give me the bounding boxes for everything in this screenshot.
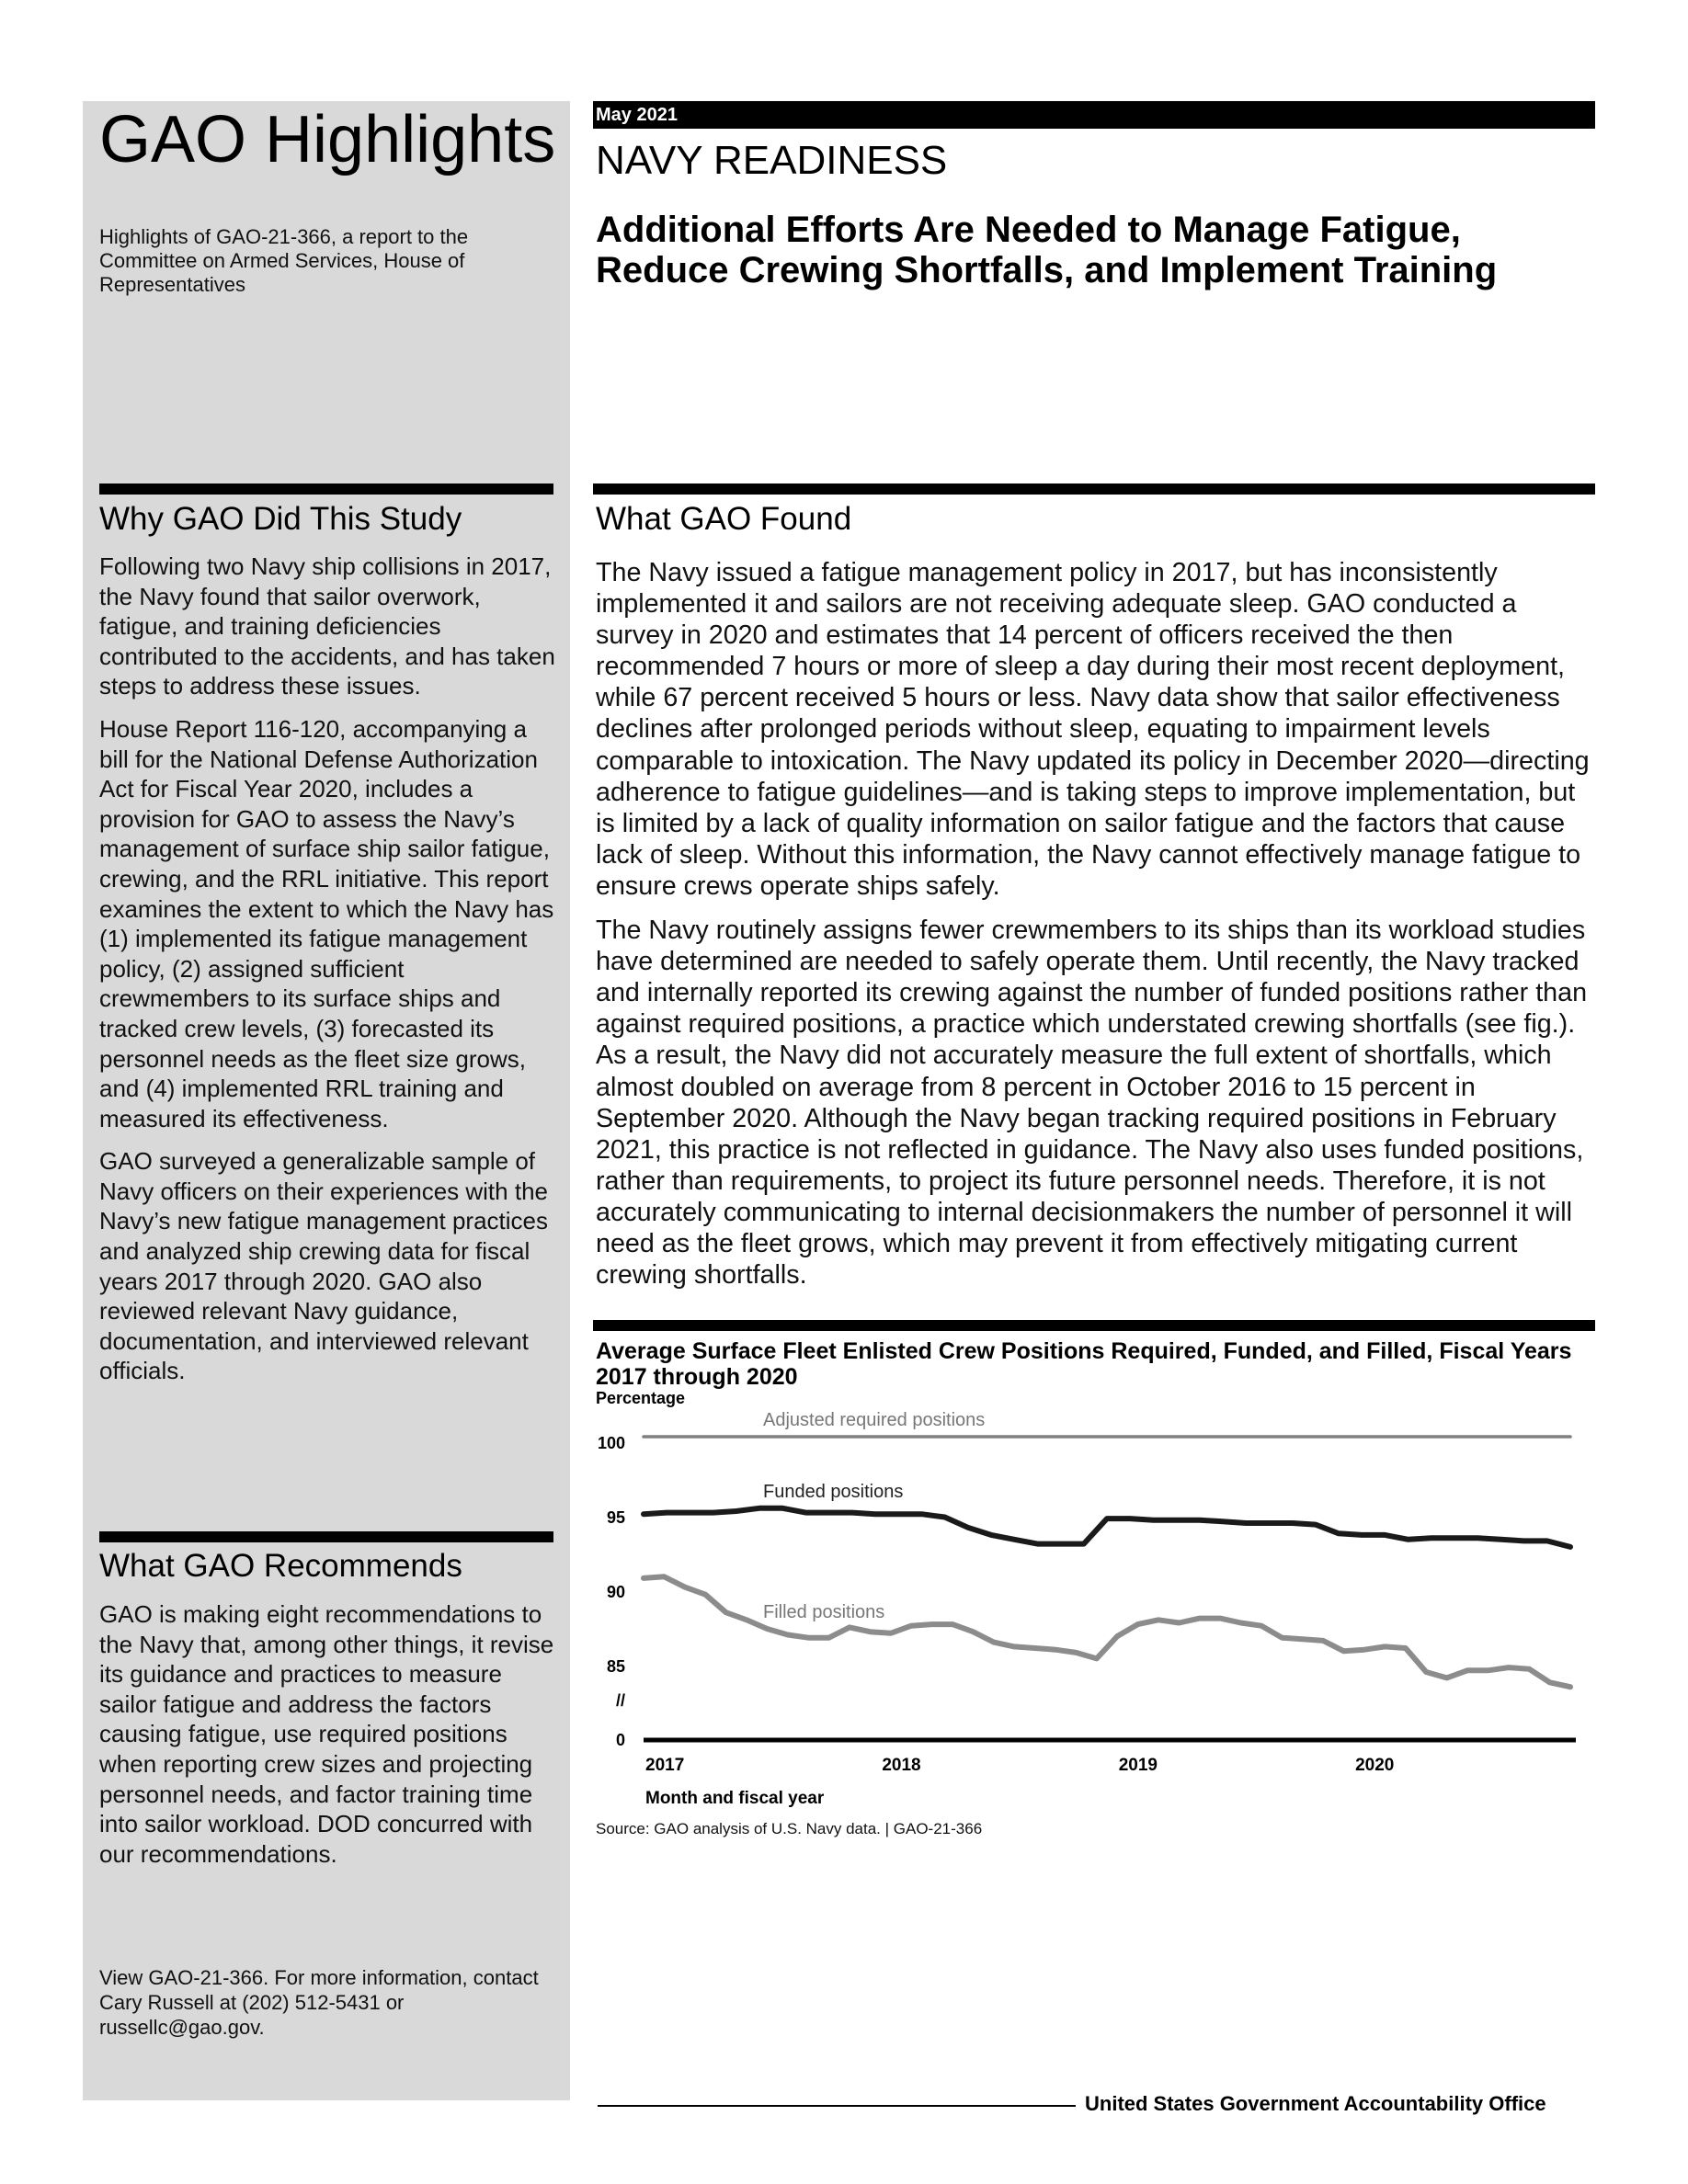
why-paragraph: GAO surveyed a generalizable sample of Navy officers on their experiences with the Navy’s new fatigue management practices and analyzed ship crewing data for fiscal years 2017 through 2020. GAO also reviewed relevant Navy guidance, documentation, and interviewed relevant officials. [99, 1147, 548, 1385]
section-divider [99, 483, 553, 495]
x-tick-label: 2020 [1355, 1756, 1395, 1775]
why-heading: Why GAO Did This Study [99, 501, 462, 537]
y-tick-label: 100 [597, 1434, 625, 1452]
contact-info: View GAO-21-366. For more information, contact Cary Russell at (202) 512-5431 or russellc@gao.gov. [99, 1966, 539, 2039]
found-paragraph: The Navy issued a fatigue management policy in 2017, but has inconsistently implemented it and sailors are not receiving adequate sleep. GAO conducted a survey in 2020 and estimates that 14 percent of officers received the then recommended 7 hours or more of sleep a day during their most recent deployment, while 67 percent received 5 hours or less. Navy data show that sailor effectiveness declines after prolonged periods without sleep, equating to impairment levels comparable to intoxication. The Navy updated its policy in December 2020—directing adherence to fatigue guidelines—and is taking steps to improve implementation, but is limited by a lack of quality information on sailor fatigue and the factors that cause lack of sleep. Without this information, the Navy cannot effectively manage fatigue to ensure crews operate ships safely. [596, 558, 1590, 901]
recommend-text [99, 1599, 559, 1882]
x-tick-label: 2017 [645, 1756, 685, 1775]
section-divider [99, 1531, 553, 1542]
why-paragraph: House Report 116-120, accompanying a bill for the National Defense Authorization Act for Fiscal Year 2020, includes a provision for GAO to assess the Navy’s management of surface ship sailor fatigue, crewing, and the RRL initiative. This report examines the extent to which the Navy has (1) implemented its fatigue management policy, (2) assigned sufficient crewmembers to its surface ships and tracked crew levels, (3) forecasted its personnel needs as the fleet size grows, and (4) implemented RRL training and measured its effectiveness. [99, 714, 554, 1132]
found-heading: What GAO Found [596, 501, 852, 537]
x-tick-label: 2019 [1118, 1756, 1158, 1775]
series-label: Adjusted required positions [763, 1410, 986, 1430]
y-tick-label: 95 [606, 1508, 625, 1527]
highlights-subtitle: Highlights of GAO-21-366, a report to the Committee on Armed Services, House of Representatives [99, 225, 469, 296]
why-paragraph: Following two Navy ship collisions in 2017, the Navy found that sailor overwork, fatigue, and training deficiencies contributed to the accidents, and has taken steps to address these issues. [99, 552, 555, 700]
series-line-2 [644, 1508, 1570, 1547]
footer-rule [598, 2105, 1076, 2107]
recommend-heading: What GAO Recommends [99, 1548, 462, 1584]
series-label: Funded positions [763, 1481, 904, 1502]
section-divider [593, 483, 1595, 495]
found-paragraph: The Navy routinely assigns fewer crewmembers to its ships than its workload studies have determined are needed to safely operate them. Until recently, the Navy tracked and internally reported its crewing against the number of funded positions rather than against required positions, a practice which understated crewing shortfalls (see fig.). As a result, the Navy did not accurately measure the full extent of shortfalls, which almost doubled on average from 8 percent in October 2016 to 15 percent in September 2020. Although the Navy began tracking required positions in February 2021, this practice is not reflected in guidance. The Navy also uses funded positions, rather than requirements, to project its future personnel needs. Therefore, it is not accurately communicating to internal decisionmakers the number of personnel it will need as the fleet grows, which may prevent it from effectively mitigating current crewing shortfalls. [596, 916, 1588, 1291]
footer-org: United States Government Accountability Office [1085, 2092, 1546, 2115]
y-tick-label: 85 [606, 1657, 625, 1676]
found-text [596, 557, 1598, 1303]
y-tick-label: 0 [615, 1731, 625, 1749]
y-axis-label: Percentage [596, 1392, 686, 1407]
x-axis-label: Month and fiscal year [645, 1789, 825, 1808]
why-text [99, 552, 559, 1399]
series-line-3 [644, 1576, 1570, 1687]
crew-positions-chart [588, 1392, 1600, 1814]
report-subtitle: Additional Efforts Are Needed to Manage Fatigue, Reduce Crewing Shortfalls, and Implement Training [596, 210, 1498, 290]
date-bar [593, 101, 1595, 129]
report-title: NAVY READINESS [596, 138, 948, 183]
x-tick-label: 2018 [882, 1756, 921, 1775]
chart-source: Source: GAO analysis of U.S. Navy data. | GAO-21-366 [596, 1820, 983, 1837]
series-label: Filled positions [763, 1601, 885, 1622]
y-axis-break: // [615, 1691, 625, 1710]
report-date: May 2021 [596, 105, 678, 125]
recommend-paragraph: GAO is making eight recommendations to the Navy that, among other things, it revise its guidance and practices to measure sailor fatigue and address the factors causing fatigue, use required positions when reporting crew sizes and projecting personnel needs, and factor training time into sailor workload. DOD concurred with our recommendations. [99, 1600, 554, 1868]
gao-highlights-title: GAO Highlights [99, 103, 556, 176]
chart-divider [593, 1320, 1595, 1331]
y-tick-label: 90 [606, 1583, 625, 1601]
chart-title: Average Surface Fleet Enlisted Crew Positions Required, Funded, and Filled, Fiscal Years 2017 through 2020 [596, 1338, 1572, 1390]
